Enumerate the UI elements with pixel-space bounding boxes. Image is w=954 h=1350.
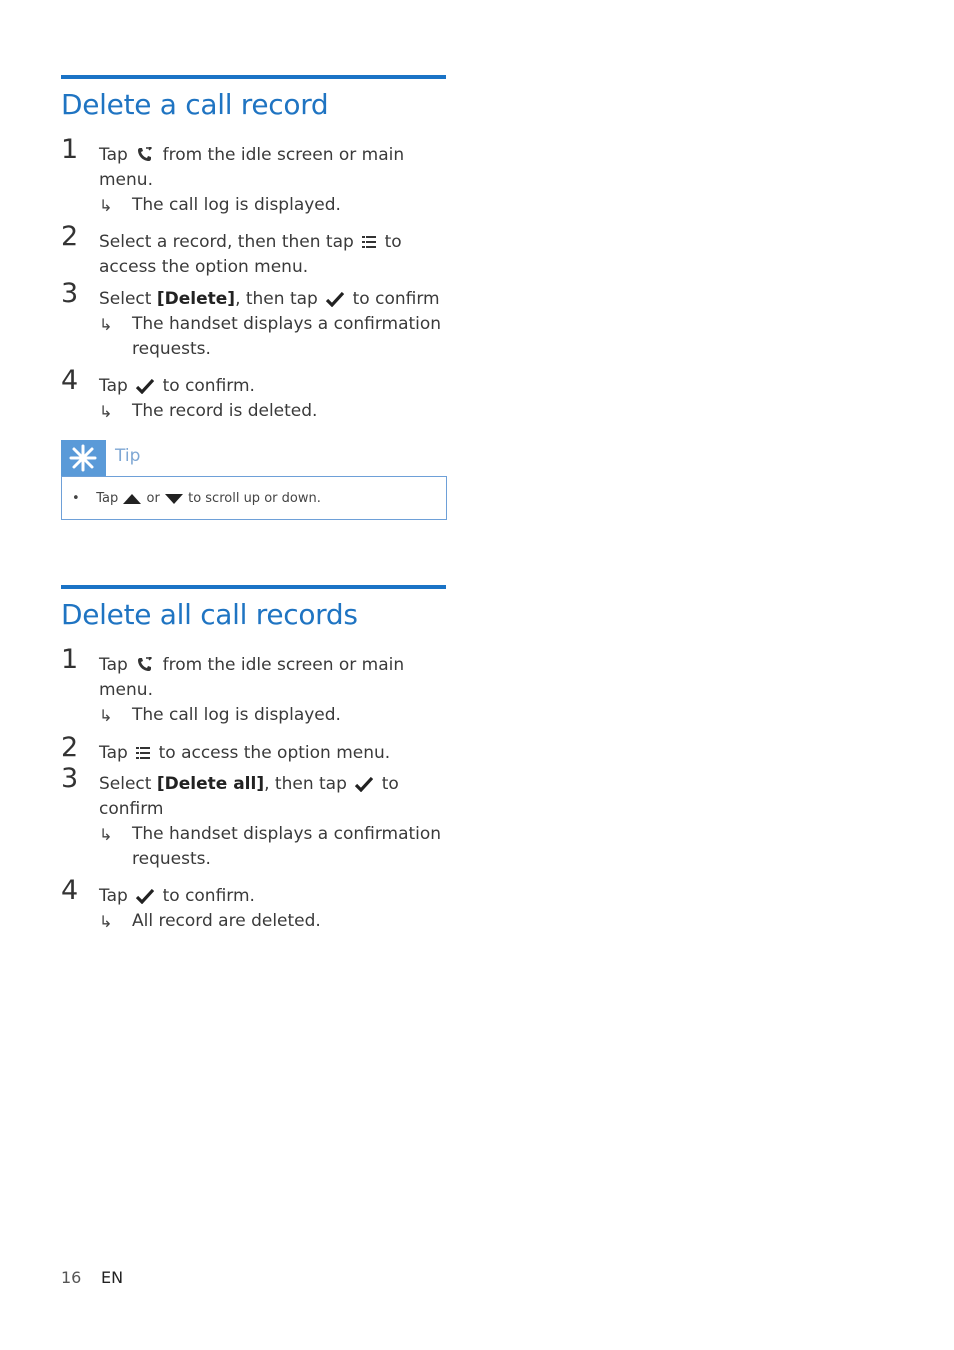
step-text: to access the option menu. [158,743,391,763]
result-arrow-icon: ↳ [99,196,113,215]
menu-option-delete: [Delete] [156,289,236,309]
step-result [99,822,446,872]
step-2 [61,732,446,766]
result-arrow-icon: ↳ [99,402,113,421]
step-2 [61,221,446,280]
section-delete-call-record [61,75,446,424]
section-rule [61,75,446,79]
checkmark-icon [326,292,344,307]
language-code: EN [101,1268,124,1287]
step-text: , then tap [264,774,347,794]
call-log-icon [136,657,154,673]
step-text: from the idle screen or main menu. [99,655,405,700]
step-4 [61,365,446,424]
result-arrow-icon: ↳ [99,825,113,844]
tip-header [61,440,447,476]
step-text: Tap [99,743,128,763]
step-number: 2 [61,221,79,252]
step-text: Select a record, then then tap [99,232,354,252]
step-text: Tap [99,145,128,165]
tip-text-part: Tap [96,491,119,506]
result-text: The call log is displayed. [132,195,341,215]
step-result [99,909,446,934]
tip-box [61,476,447,520]
step-number: 4 [61,365,79,396]
step-text: , then tap [235,289,318,309]
result-text: The handset displays a confirmation requests. [132,314,442,359]
step-text: to access the option menu. [99,232,402,277]
menu-icon [136,747,150,759]
step-result [99,399,446,424]
step-number: 4 [61,875,79,906]
page-footer [61,1268,124,1287]
step-1 [61,644,446,728]
menu-option-delete-all: [Delete all] [156,774,265,794]
result-text: The handset displays a confirmation requests. [132,824,442,869]
step-number: 3 [61,278,79,309]
section-title: Delete a call record [61,88,329,121]
checkmark-icon [136,889,154,904]
step-number: 1 [61,134,79,165]
checkmark-icon [136,379,154,394]
page-number: 16 [61,1268,82,1287]
step-1 [61,134,446,218]
steps-list [61,134,446,424]
section-title: Delete all call records [61,598,358,631]
step-text: Select [99,289,152,309]
step-text: from the idle screen or main menu. [99,145,405,190]
bullet: • [72,491,80,506]
tip-text-part: to scroll up or down. [188,491,321,506]
step-text: to confirm. [162,886,255,906]
step-text: Tap [99,655,128,675]
tip-label: Tip [115,446,141,466]
step-result [99,703,446,728]
result-arrow-icon: ↳ [99,315,113,334]
tip-text-part: or [146,491,160,506]
step-text: Tap [99,376,128,396]
section-rule [61,585,446,589]
step-number: 1 [61,644,79,675]
down-triangle-icon [165,494,183,504]
up-triangle-icon [123,494,141,504]
result-text: All record are deleted. [132,911,321,931]
call-log-icon [136,147,154,163]
step-text: to confirm. [162,376,255,396]
step-text: Select [99,774,152,794]
step-3 [61,278,446,362]
result-arrow-icon: ↳ [99,706,113,725]
tip-text [72,491,321,506]
step-3 [61,763,446,872]
result-text: The call log is displayed. [132,705,341,725]
menu-icon [362,236,376,248]
step-result [99,193,446,218]
result-arrow-icon: ↳ [99,912,113,931]
result-text: The record is deleted. [132,401,318,421]
step-text: to confirm [352,289,440,309]
step-text: Tap [99,886,128,906]
step-result [99,312,446,362]
step-number: 2 [61,732,79,763]
step-number: 3 [61,763,79,794]
step-text: to confirm [99,774,399,819]
section-delete-all-call-records [61,585,446,934]
steps-list [61,644,446,934]
checkmark-icon [355,777,373,792]
step-4 [61,875,446,934]
tip-icon [61,440,106,476]
